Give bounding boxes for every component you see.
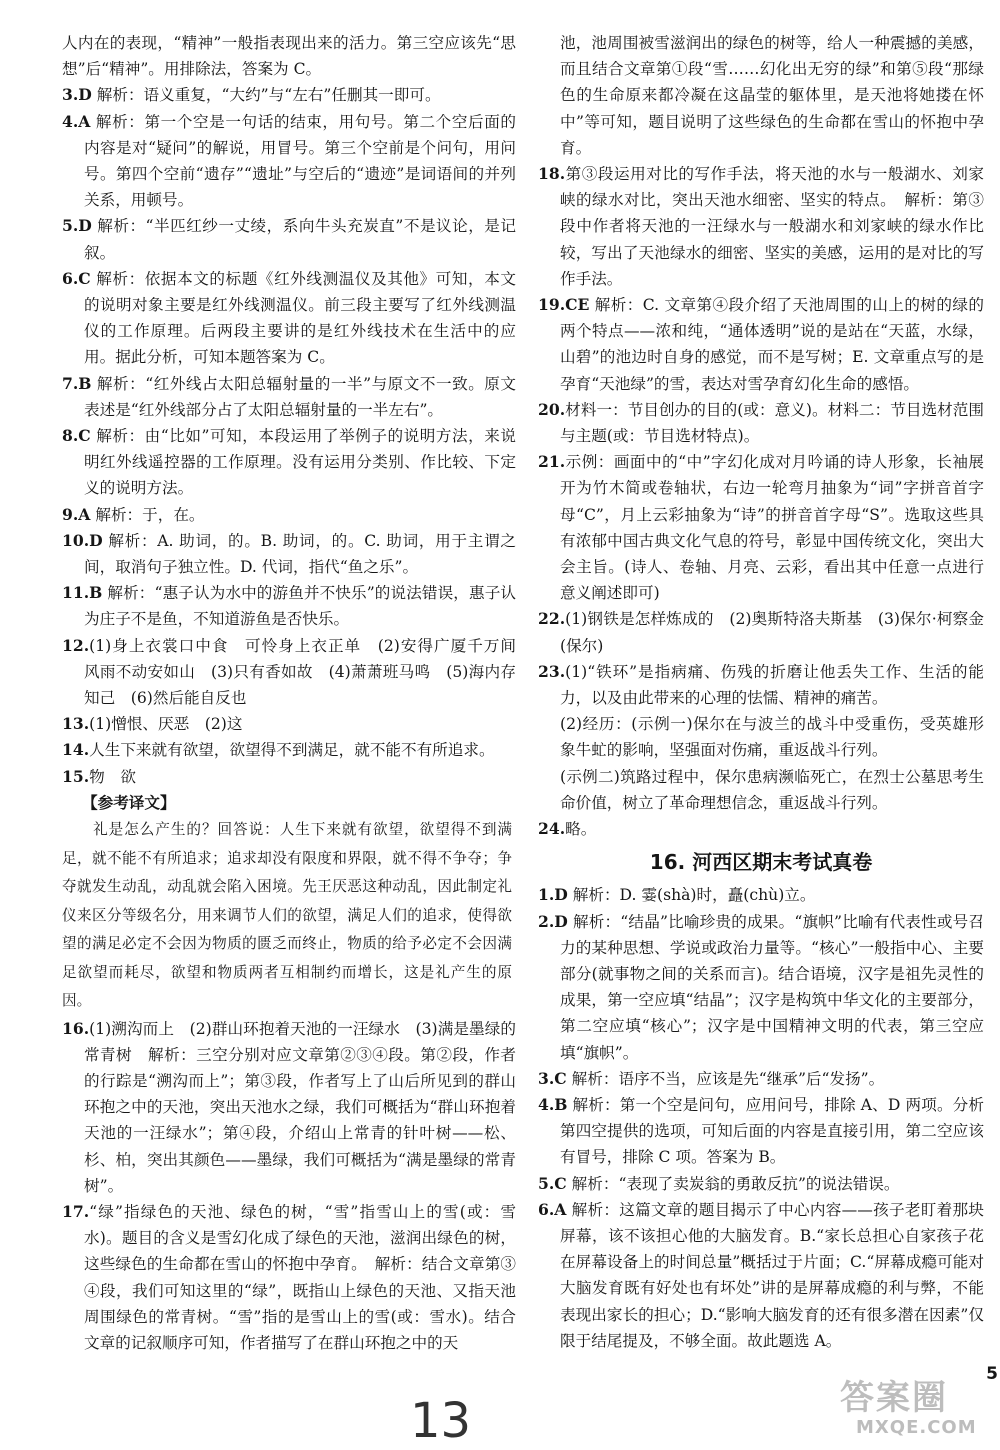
answer-choice: D [554, 911, 568, 931]
answer-item [538, 659, 984, 711]
answer-item [538, 30, 984, 161]
answer-text: 解析：于，在。 [90, 505, 205, 524]
answer-item [62, 1016, 516, 1199]
answer-choice: CE [565, 295, 590, 315]
question-number: 6. [62, 268, 79, 288]
answer-text: (1)“铁环”是指病痛、伤残的折磨让他丢失工作、生活的能力，以及由此带来的心理的怯懦、精神的痛苦。 [560, 662, 984, 708]
question-number: 1. [538, 885, 555, 905]
question-number: 20. [538, 399, 566, 419]
question-number: 14. [62, 740, 90, 760]
question-number: 16. [62, 1018, 90, 1038]
question-number: 19. [538, 295, 566, 315]
answer-item [62, 266, 516, 371]
question-number: 5. [62, 216, 79, 236]
answer-text: 物 欲 [89, 767, 136, 786]
answer-item [62, 764, 516, 790]
answer-item [62, 213, 516, 265]
answer-item [538, 161, 984, 292]
answer-choice: A [78, 504, 91, 524]
answer-item [538, 1171, 984, 1197]
question-number: 18. [538, 164, 566, 184]
section-title: 16. 河西区期末考试真卷 [649, 850, 873, 875]
answer-item [538, 292, 984, 397]
answer-text: 解析：第一个空是问句，应用问号，排除 A、D 两项。分析第四空提供的选项，可知后面的内容是直接引用，第二空应该有冒号，排除 C 项。答案为 B。 [560, 1095, 984, 1167]
answer-item [62, 528, 516, 580]
right-column [538, 30, 984, 1354]
handwritten-page-number: 13 [410, 1393, 472, 1449]
watermark-bottom-text: MXQE.COM [856, 1417, 977, 1438]
answer-text: 解析：C. 文章第④段介绍了天池周围的山上的树的绿的两个特点——浓和纯，“通体透明”说的是站在“天蓝，水绿，山碧”的池边时自身的感觉，而不是写树；E. 文章重点写的是孕育“天池绿”的雪，表达对雪孕育幻化生命的感悟。 [560, 296, 984, 393]
answer-text: 解析：语序不当，应该是先“继承”后“发扬”。 [566, 1069, 885, 1088]
answer-choice: C [554, 1068, 567, 1088]
answer-text: “绿”指绿色的天池、绿色的树，“雪”指雪山上的雪(或：雪水)。题目的含义是雪幻化成了绿色的天池，滋润出绿色的树，这些绿色的生命都在雪山的怀抱中孕育。 解析：结合文章第③④段，我们可知这里的“绿”，既指山上绿色的天池、又指天池周围绿色的常青树。“雪”指的是雪山上的雪(或：雪水)。结合文章的记叙顺序可知，作者描写了在群山环抱之中的天 [84, 1203, 516, 1353]
answer-item [62, 633, 532, 712]
answer-text: 略。 [565, 820, 597, 839]
question-number: 3. [538, 1068, 555, 1088]
answer-item [62, 502, 516, 528]
answer-text: (1)溯沟而上 (2)群山环抱着天池的一汪绿水 (3)满是墨绿的常青树 解析：三空分别对应文章第②③④段。第②段，作者的行踪是“溯沟而上”；第③段，作者写上了山后所见到的群山环抱之中的天池，突出天池水之绿，我们可概括为“群山环抱着天池的一汪绿水”；第④段，介绍山上常青的针叶树——松、杉、柏，突出其颜色——墨绿，我们可概括为“满是墨绿的常青树”。 [84, 1019, 516, 1195]
answer-text: 第③段运用对比的写作手法，将天池的水与一般湖水、刘家峡的绿水对比，突出天池水细密、坚实的特点。 解析：第③段中作者将天池的一汪绿水与一般湖水和刘家峡的绿水作比较，写出了天池绿水的细密、坚实的美感，运用的是对比的写作手法。 [560, 165, 984, 288]
answer-text: 解析：A. 助词，的。B. 助词，的。C. 助词，用于主谓之间，取消句子独立性。D. 代词，指代“鱼之乐”。 [84, 531, 516, 577]
answer-choice: D [78, 216, 92, 236]
answer-text: 解析：依据本文的标题《红外线测温仪及其他》可知，本文的说明对象主要是红外线测温仪。前三段主要写了红外线测温仪的工作原理。后两段主要讲的是红外线技术在生活中的应用。据此分析，可知本题答案为 C。 [84, 269, 516, 367]
question-number: 24. [538, 819, 566, 839]
answer-item [538, 1197, 984, 1354]
side-page-mark: 5 [986, 1364, 998, 1384]
answer-item [538, 711, 984, 763]
question-number: 8. [62, 426, 79, 446]
answer-text: 材料一：节目创办的目的(或：意义)。材料二：节目选材范围与主题(或：节目选材特点)。 [560, 400, 984, 446]
answer-item [62, 711, 516, 737]
answer-text: 解析：“惠子认为水中的游鱼并不快乐”的说法错误，惠子认为庄子不是鱼，不知道游鱼是否快乐。 [84, 584, 516, 629]
question-number: 15. [62, 766, 90, 786]
answer-item [62, 82, 516, 108]
answer-text: 人生下来就有欲望，欲望得不到满足，就不能不有所追求。 [89, 741, 495, 760]
answer-choice: D [89, 530, 103, 550]
watermark-logo [840, 1378, 990, 1444]
question-number: 6. [538, 1199, 555, 1219]
question-number: 9. [62, 504, 79, 524]
answer-item [62, 423, 516, 502]
answer-text: 解析：“结晶”比喻珍贵的成果。“旗帜”比喻有代表性或号召力的某种思想、学说或政治力量等。“核心”一般指中心、主要部分(就事物之间的关系而言)。结合语境，汉字是祖先灵性的成果，第一空应填“结晶”；汉字是构筑中华文化的主要部分，第二空应填“核心”；汉字是中国精神文明的代表，第三空应填“旗帜”。 [560, 912, 984, 1062]
answer-choice: D [554, 885, 568, 905]
question-number: 10. [62, 530, 90, 550]
answer-text: (示例二)筑路过程中，保尔患病濒临死亡，在烈士公墓思考生命价值，树立了革命理想信念，重返战斗行列。 [560, 767, 984, 812]
answer-choice: B [78, 373, 92, 393]
question-number: 7. [62, 373, 79, 393]
answer-text: (1)钢铁是怎样炼成的 (2)奥斯特洛夫斯基 (3)保尔·柯察金(保尔) [560, 610, 984, 655]
answer-choice: C [554, 1173, 567, 1193]
left-column [62, 30, 532, 1356]
question-number: 2. [538, 911, 555, 931]
answer-text: 人内在的表现，“精神”一般指表现出来的活力。第三空应该先“思想”后“精神”。用排除法，答案为 C。 [62, 34, 516, 79]
answer-text: 解析：“半匹红纱一丈绫，系向牛头充炭直”不是议论，是记叙。 [84, 217, 516, 262]
answer-text: 解析：由“比如”可知，本段运用了举例子的说明方法，来说明红外线遥控器的工作原理。没有运用分类别、作比较、下定义的说明方法。 [84, 427, 516, 498]
answer-item [62, 371, 516, 423]
answer-text: 解析：语义重复，“大约”与“左右”任删其一即可。 [91, 86, 441, 105]
question-number: 13. [62, 714, 90, 734]
answer-item [62, 737, 516, 763]
answer-choice: C [78, 426, 91, 446]
answer-item [62, 1199, 516, 1356]
question-number: 23. [538, 661, 566, 681]
answer-text: (1)憎恨、厌恶 (2)这 [89, 715, 243, 734]
answer-text: (1)身上衣裳口中食 可怜身上衣正单 (2)安得广厦千万间 风雨不动安如山 (3)只有香如故 (4)萧萧班马鸣 (5)海内存知己 (6)然后能自反也 [84, 636, 532, 708]
answer-choice: A [554, 1199, 567, 1219]
answer-text: 池，池周围被雪滋润出的绿色的树等，给人一种震撼的美感，而且结合文章第①段“雪……幻化出无穷的绿”和第⑤段“那绿色的生命原来都冷凝在这晶莹的躯体里，是天池将她搂在怀中”等可知，题目说明了这些绿色的生命都在雪山的怀抱中孕育。 [560, 34, 984, 157]
question-number: 17. [62, 1202, 90, 1222]
question-number: 4. [538, 1094, 555, 1114]
answer-text: 解析：“红外线占太阳总辐射量的一半”与原文不一致。原文表述是“红外线部分占了太阳总辐射量的一半左右”。 [84, 374, 516, 419]
answer-text: 解析：“表现了卖炭翁的勇敢反抗”的说法错误。 [566, 1174, 900, 1193]
answer-choice: C [78, 268, 91, 288]
answer-item [62, 109, 516, 214]
answer-text: 示例：画面中的“中”字幻化成对月吟诵的诗人形象，长袖展开为竹木简或卷轴状，右边一轮弯月抽象为“词”字拼音首字母“C”，月上云彩抽象为“诗”的拼音首字母“S”。选取这些具有浓郁中国古典文化气息的符号，彰显中国传统文化，突出大会主旨。(诗人、卷轴、月亮、云彩，看出其中任意一点进行意义阐述即可) [560, 453, 984, 603]
translation-paragraph: 礼是怎么产生的？回答说：人生下来就有欲望，欲望得不到满足，就不能不有所追求；追求却没有限度和界限，就不得不争夺；争夺就发生动乱，动乱就会陷入困境。先王厌恶这种动乱，因此制定礼仪来区分等级名分，用来调节人们的欲望，满足人们的追求，使得欲望的满足必定不会因为物质的匮乏而终止，物质的给予必定不会因满足欲望而耗尽，欲望和物质两者互相制约而增长，这是礼产生的原因。 [62, 821, 512, 1010]
question-number: 3. [62, 85, 79, 105]
question-number: 11. [62, 583, 90, 603]
answer-choice: B [554, 1094, 568, 1114]
answer-choice: D [78, 85, 92, 105]
answer-item [538, 882, 984, 908]
translation-heading: 【参考译文】 [82, 792, 176, 812]
answer-text: (2)经历：(示例一)保尔在与波兰的战斗中受重伤，受英雄形象牛虻的影响，坚强面对伤痛，重返战斗行列。 [560, 715, 984, 760]
watermark-top-text: 答案圈 [840, 1378, 948, 1418]
answer-item [538, 764, 984, 816]
answer-item [538, 1092, 984, 1171]
answer-text: 解析：第一个空是一句话的结束，用句号。第二个空后面的内容是对“疑问”的解说，用冒号。第三个空前是个问句，用问号。第四个空前“遗存”“遗址”与空后的“遗迹”是词语间的并列关系，用顿号。 [84, 112, 516, 210]
question-number: 4. [62, 111, 79, 131]
question-number: 12. [62, 635, 90, 655]
question-number: 5. [538, 1173, 555, 1193]
answer-item [62, 580, 516, 632]
question-number: 22. [538, 609, 566, 629]
answer-text: 解析：这篇文章的题目揭示了中心内容——孩子老盯着那块屏幕，该不该担心他的大脑发育。B.“家长总担心自家孩子花在屏幕设备上的时间总量”概括过于片面；C.“屏幕成瘾可能对大脑发育既有好处也有坏处”讲的是屏幕成瘾的利与弊，不能表现出家长的担心；D.“影响大脑发育的还有很多潜在因素”仅限于结尾提及，不够全面。故此题选 A。 [560, 1200, 984, 1350]
answer-item [538, 397, 984, 449]
answer-item [538, 606, 984, 658]
question-number: 21. [538, 452, 566, 472]
answer-choice: B [89, 583, 103, 603]
answer-item [62, 30, 516, 82]
answer-choice: A [78, 111, 91, 131]
answer-item [538, 449, 984, 606]
answer-item [538, 1066, 984, 1092]
answer-item [538, 909, 984, 1066]
answer-item [538, 816, 984, 842]
answer-text: 解析：D. 霎(shà)时，矗(chù)立。 [567, 886, 816, 905]
